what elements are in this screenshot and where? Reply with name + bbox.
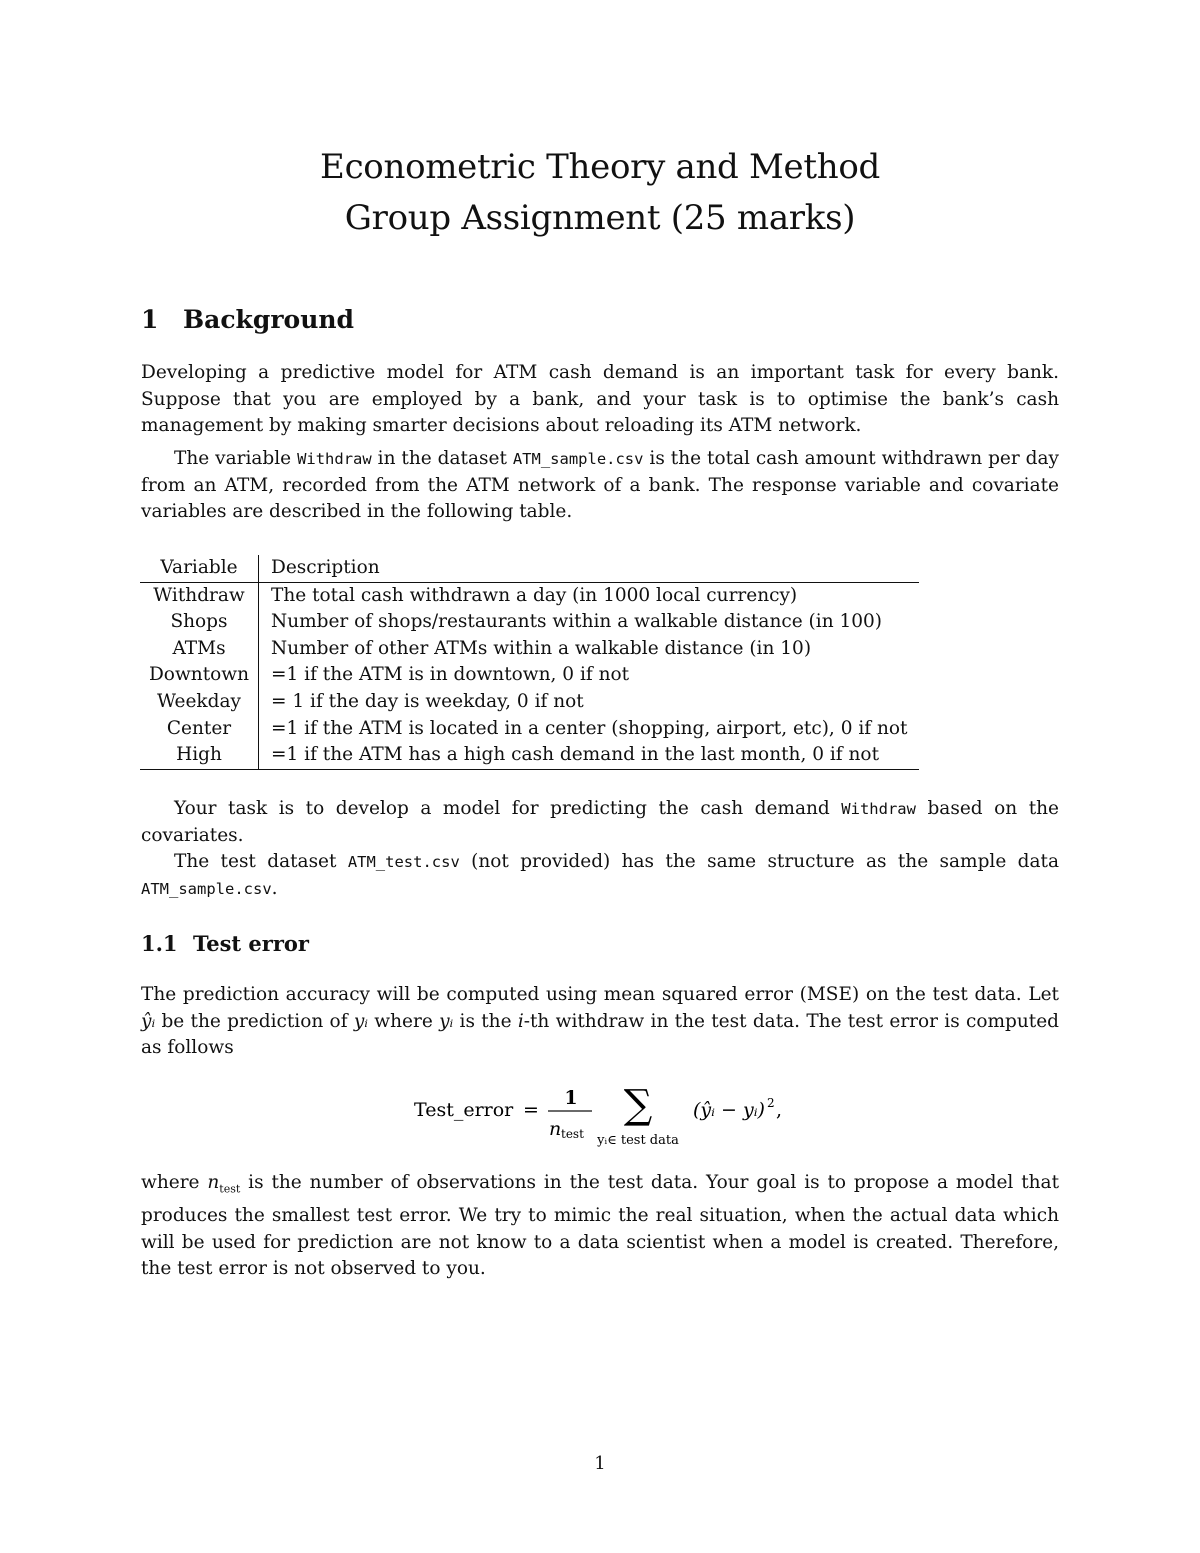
variable-name: High bbox=[140, 742, 259, 769]
variable-description: =1 if the ATM has a high cash demand in the last month, 0 if not bbox=[259, 742, 920, 769]
formula-equals: = bbox=[523, 1099, 539, 1121]
table-row bbox=[140, 636, 919, 663]
formula-denominator: n bbox=[549, 1118, 562, 1140]
text-span: is the number of observations in the test data. Your goal is to propose a model that produces the smallest test error. We try to mimic the real situation, when the actual data which will be used for prediction are not know to a data scientist when a model is created. Therefore, the test error is not observed to you. bbox=[141, 1172, 1060, 1280]
variable-name: Downtown bbox=[140, 662, 259, 689]
variable-table bbox=[140, 555, 919, 770]
section-title: Test error bbox=[193, 931, 309, 956]
math-yhat: ŷᵢ bbox=[141, 1010, 156, 1032]
formula-denominator-sub: test bbox=[561, 1127, 584, 1141]
summation-icon: ∑ bbox=[623, 1082, 653, 1128]
goal-paragraph bbox=[141, 1170, 1059, 1283]
text-span: (not provided) has the same structure as the sample data bbox=[459, 851, 1059, 872]
variable-name: Withdraw bbox=[140, 582, 259, 609]
table-row bbox=[140, 582, 919, 609]
text-span: . bbox=[271, 877, 278, 899]
text-span: is the total cash amount withdrawn per day from an ATM, recorded from the ATM network of a bank. The response variable and covariate variables are described in the following table. bbox=[141, 448, 1059, 522]
section-title: Background bbox=[183, 305, 355, 334]
table-row bbox=[140, 609, 919, 636]
formula-numerator: 1 bbox=[564, 1087, 578, 1109]
code-withdraw: Withdraw bbox=[841, 800, 916, 818]
code-atm-test: ATM_test.csv bbox=[347, 853, 460, 871]
header-description: Description bbox=[259, 555, 920, 582]
text-span: where bbox=[368, 1010, 440, 1032]
code-withdraw: Withdraw bbox=[297, 450, 372, 468]
variable-description: = 1 if the day is weekday, 0 if not bbox=[271, 690, 584, 712]
section-heading-background bbox=[141, 305, 354, 334]
section-number: 1 bbox=[141, 305, 159, 334]
math-i: i bbox=[517, 1010, 524, 1032]
document-title: Econometric Theory and Method bbox=[320, 147, 880, 187]
variable-description: Number of shops/restaurants within a walkable distance (in 100) bbox=[271, 611, 883, 633]
table-row bbox=[140, 662, 919, 689]
variable-description: =1 if the ATM is in downtown, 0 if not bbox=[271, 664, 630, 686]
text-span: The prediction accuracy will be computed using mean squared error (MSE) on the test data. Let bbox=[141, 984, 1059, 1005]
document-subtitle: Group Assignment (25 marks) bbox=[344, 198, 856, 238]
math-n-sub: test bbox=[219, 1182, 241, 1196]
table-row bbox=[140, 716, 919, 743]
variable-name: Weekday bbox=[140, 689, 259, 716]
table-header-row bbox=[140, 555, 919, 582]
text-span: is the bbox=[453, 1010, 518, 1032]
background-paragraph: Developing a predictive model for ATM cash demand is an important task for every bank. Suppose that you are employed by a bank, and your task is to optimise the bank’s cash management by making smarter decisions about reloading its ATM network. bbox=[141, 362, 1059, 436]
dataset-paragraph bbox=[141, 446, 1059, 526]
code-atm-sample: ATM_sample.csv bbox=[141, 879, 272, 898]
formula-comma: , bbox=[776, 1099, 783, 1121]
variable-description: The total cash withdrawn a day (in 1000 local currency) bbox=[271, 584, 798, 606]
section-heading-test-error bbox=[141, 931, 309, 956]
math-yi: yᵢ bbox=[353, 1010, 369, 1032]
formula-lhs: Test_error bbox=[414, 1099, 514, 1121]
variable-name: ATMs bbox=[140, 636, 259, 663]
text-span: based on the covariates. bbox=[141, 798, 1059, 846]
text-span: be the prediction of bbox=[155, 1010, 354, 1032]
code-atm-sample: ATM_sample.csv bbox=[512, 450, 644, 468]
header-variable: Variable bbox=[140, 555, 259, 582]
variable-description: Number of other ATMs within a walkable distance (in 10) bbox=[271, 637, 812, 659]
page-number: 1 bbox=[594, 1453, 606, 1474]
math-n: n bbox=[207, 1172, 220, 1193]
accuracy-paragraph bbox=[141, 982, 1059, 1062]
test-dataset-paragraph bbox=[141, 849, 1059, 902]
math-yi: yᵢ bbox=[439, 1010, 454, 1032]
table-row bbox=[140, 742, 919, 769]
task-paragraph bbox=[141, 796, 1059, 849]
table-row bbox=[140, 689, 919, 716]
formula-exponent: 2 bbox=[767, 1096, 775, 1110]
text-span: in the dataset bbox=[371, 448, 513, 469]
variable-name: Shops bbox=[140, 609, 259, 636]
section-number: 1.1 bbox=[141, 931, 178, 956]
text-span: The test dataset bbox=[174, 851, 348, 872]
text-span: -th withdraw in the test data. The test error is computed as follows bbox=[141, 1010, 1059, 1058]
variable-description: =1 if the ATM is located in a center (shopping, airport, etc), 0 if not bbox=[271, 717, 908, 739]
text-span: where bbox=[141, 1172, 208, 1193]
test-error-formula bbox=[0, 1080, 1200, 1150]
text-span: The variable bbox=[174, 448, 298, 469]
formula-term: (ŷᵢ − yᵢ) bbox=[693, 1099, 765, 1121]
variable-name: Center bbox=[140, 716, 259, 743]
summation-index: yᵢ∈ test data bbox=[597, 1133, 679, 1148]
text-span: Your task is to develop a model for predicting the cash demand bbox=[174, 798, 842, 819]
